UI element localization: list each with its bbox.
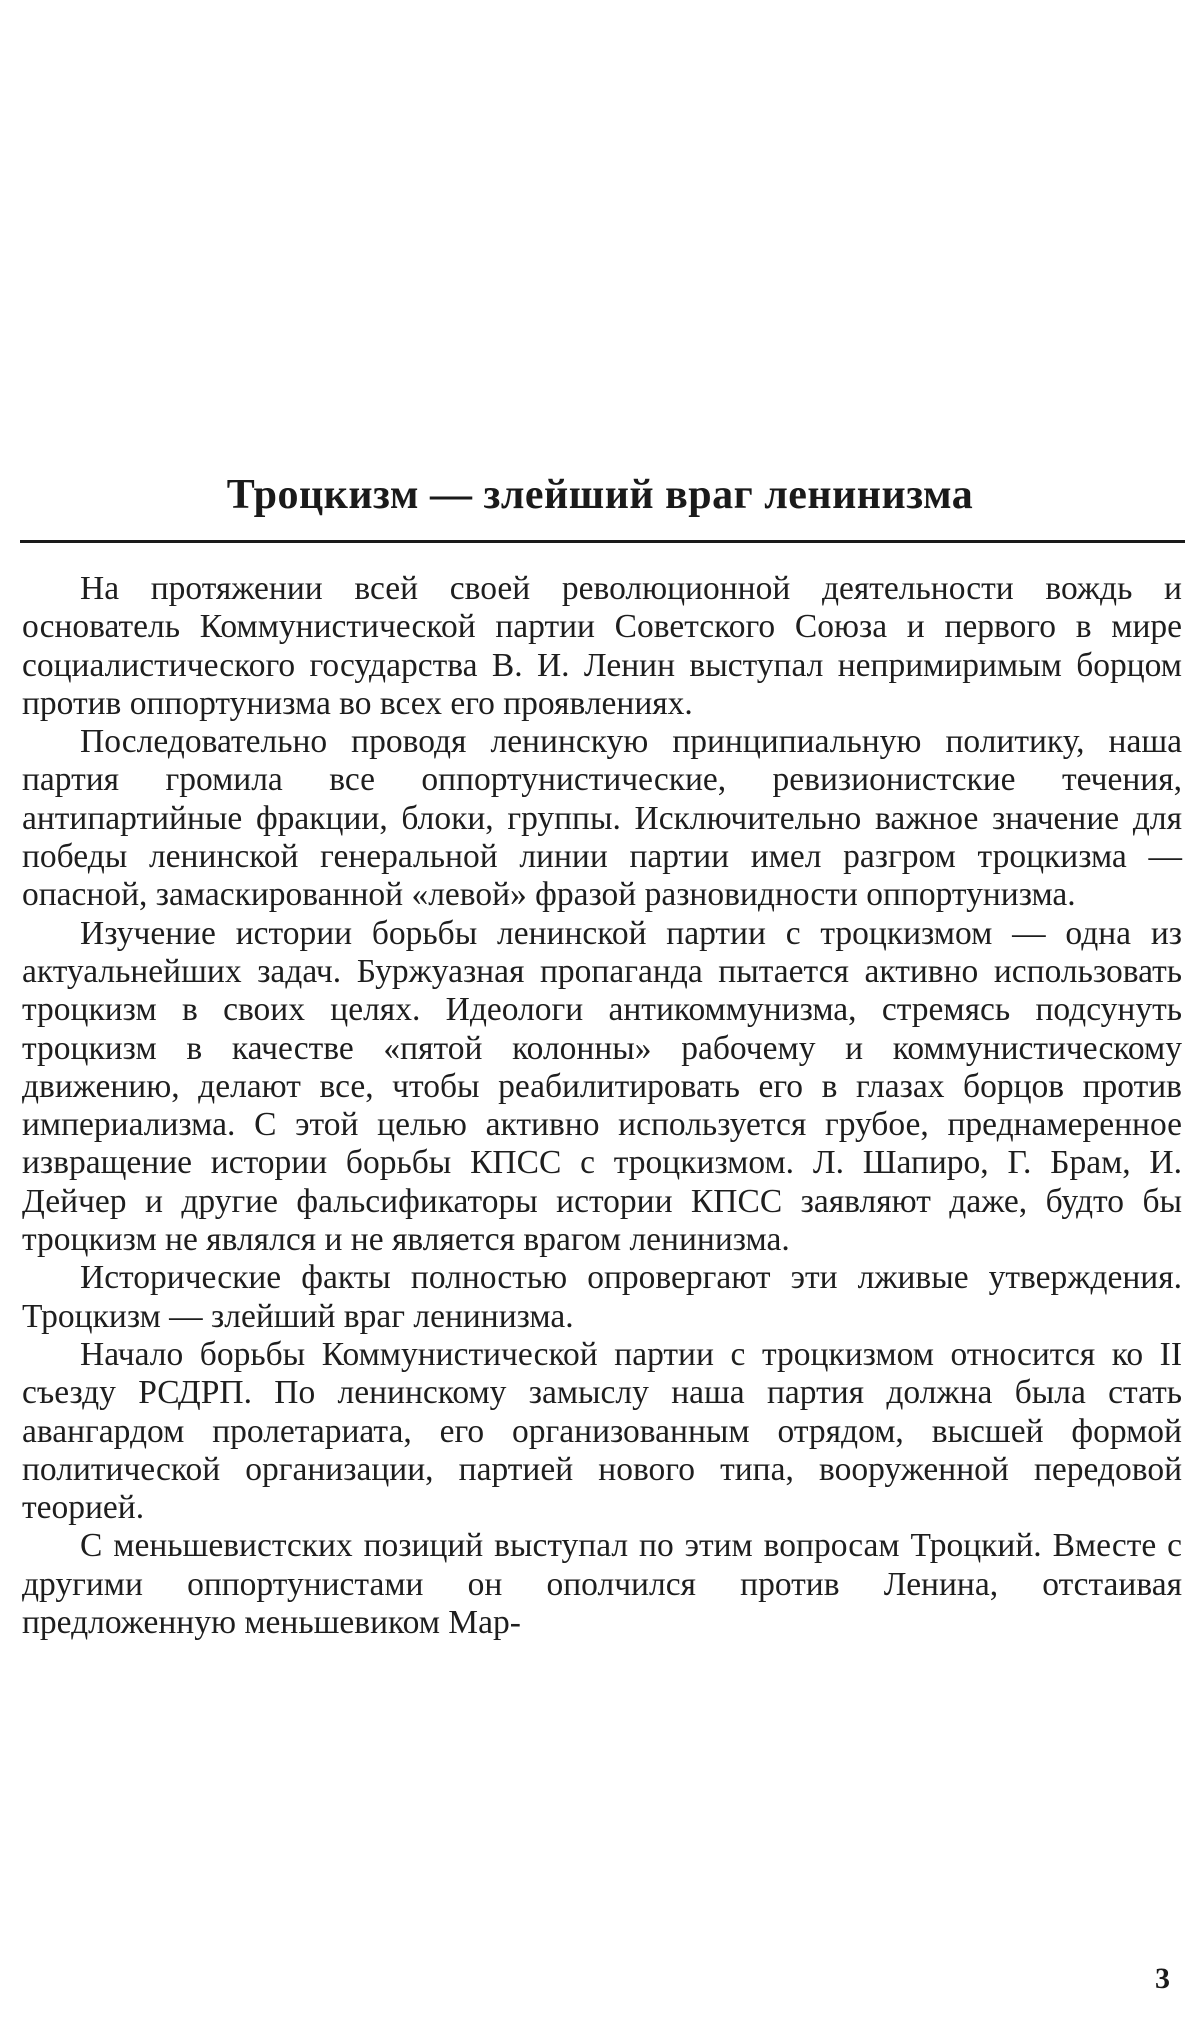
paragraph: Изучение истории борьбы ленинской партии с троцкизмом — одна из актуальнейших задач. Буржуазная пропаганда пытается активно использовать троцкизм в своих целях. Идеологи антикоммунизма, стремясь подсунуть троцкизм в качестве «пятой колонны» рабочему и коммунистическому движению, делают все, чтобы реабилитировать его в глазах борцов против империализма. С этой целью активно используется грубое, преднамеренное извращение истории борьбы КПСС с троцкизмом. Л. Шапиро, Г. Брам, И. Дейчер и другие фальсификаторы истории КПСС заявляют даже, будто бы троцкизм не являлся и не является врагом ленинизма. (22, 914, 1182, 1259)
body-text (22, 570, 1182, 1642)
page-number: 3 (1155, 1962, 1170, 1995)
paragraph: На протяжении всей своей революционной деятельности вождь и основатель Коммунистической партии Советского Союза и первого в мире социалистического государства В. И. Ленин выступал непримиримым борцом против оппортунизма во всех его проявлениях. (22, 570, 1182, 722)
paragraph: С меньшевистских позиций выступал по этим вопросам Троцкий. Вместе с другими оппортунистами он ополчился против Ленина, отстаивая предложенную меньшевиком Мар- (22, 1527, 1182, 1642)
paragraph: Последовательно проводя ленинскую принципиальную политику, наша партия громила все оппортунистические, ревизионистские течения, антипартийные фракции, блоки, группы. Исключительно важное значение для победы ленинской генеральной линии партии имел разгром троцкизма — опасной, замаскированной «левой» фразой разновидности оппортунизма. (22, 723, 1182, 914)
title-rule (20, 540, 1185, 543)
paragraph: Начало борьбы Коммунистической партии с троцкизмом относится ко II съезду РСДРП. По ленинскому замыслу наша партия должна была стать авангардом пролетариата, его организованным отрядом, высшей формой политической организации, партией нового типа, вооруженной передовой теорией. (22, 1335, 1182, 1527)
page-title: Троцкизм — злейший враг ленинизма (226, 472, 974, 518)
paragraph: Исторические факты полностью опровергают эти лживые утверждения. Троцкизм — злейший враг ленинизма. (22, 1259, 1182, 1335)
